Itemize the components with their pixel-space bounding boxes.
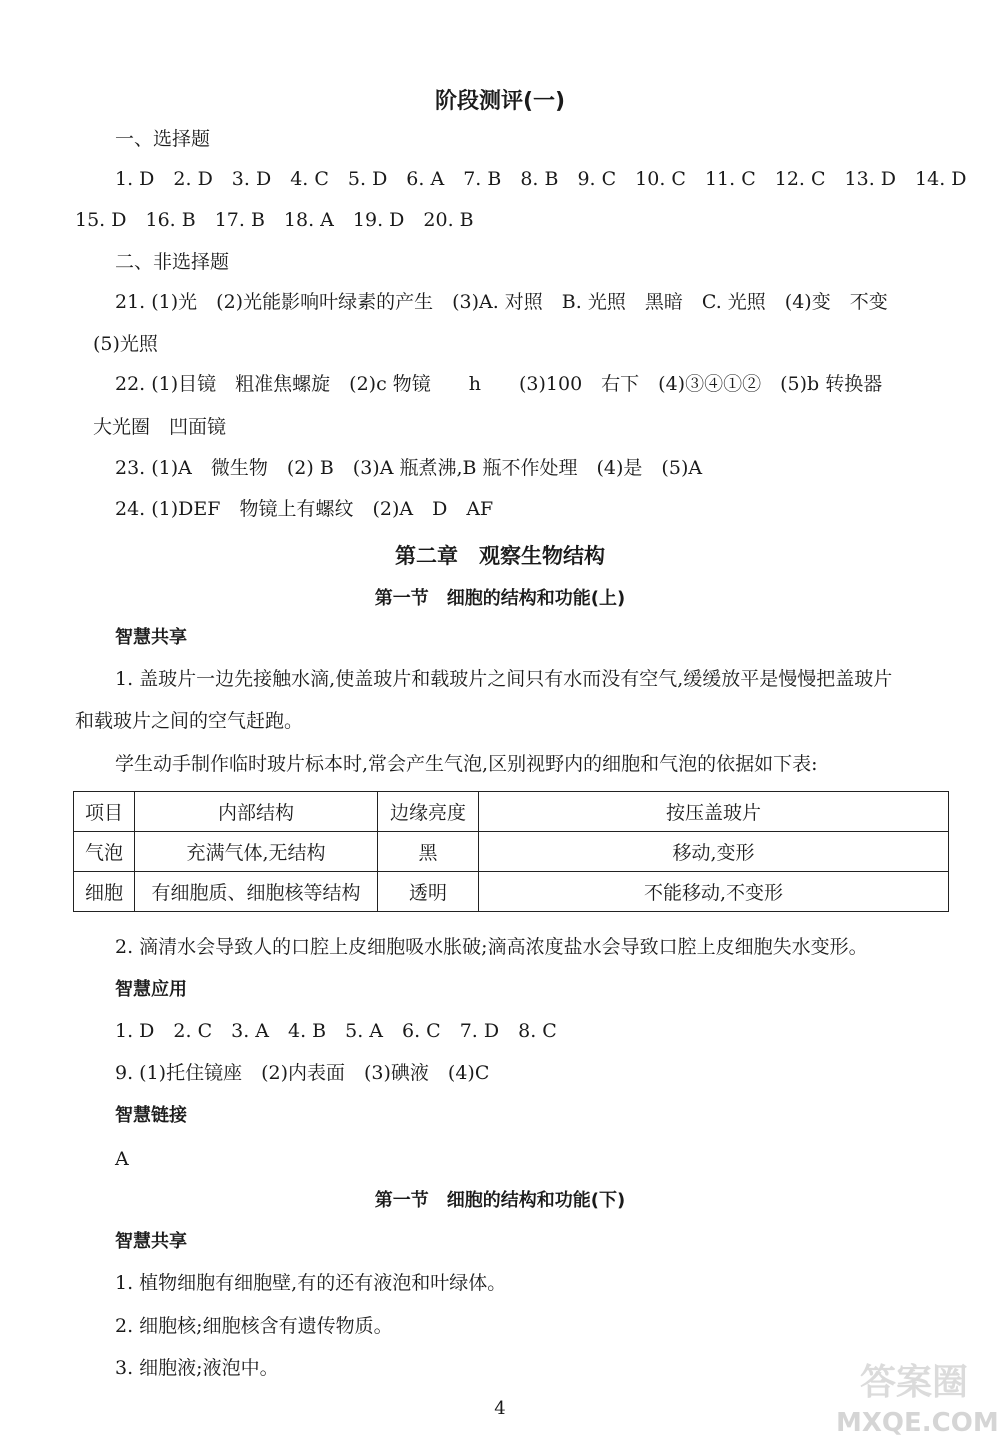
- choice-heading: 一、选择题: [115, 128, 211, 150]
- link-label: 智慧链接: [115, 1105, 187, 1126]
- link-answer: A: [115, 1148, 129, 1170]
- table-header-cell: 内部结构: [135, 792, 378, 832]
- table-header-row: [74, 792, 949, 832]
- part2-answer-2: 2. 细胞核;细胞核含有遗传物质。: [115, 1315, 393, 1337]
- q21-line-2: (5)光照: [93, 333, 158, 355]
- part2-answer-3: 3. 细胞液;液泡中。: [115, 1357, 279, 1379]
- q24-answer: 24. (1)DEF 物镜上有螺纹 (2)A D AF: [115, 498, 494, 520]
- table-cell: 黑: [378, 832, 479, 872]
- bubble-cell-table: [73, 791, 949, 912]
- table-header-cell: 项目: [74, 792, 135, 832]
- watermark-logo: [836, 1354, 999, 1438]
- q21-line-1: 21. (1)光 (2)光能影响叶绿素的产生 (3)A. 对照 B. 光照 黑暗 C. 光照 (4)变 不变: [115, 291, 888, 313]
- sharing-label-2: 智慧共享: [115, 1231, 187, 1252]
- table-header-cell: 按压盖玻片: [479, 792, 949, 832]
- q22-line-2: 大光圈 凹面镜: [93, 416, 227, 438]
- apply-answers-line-1: 1. D 2. C 3. A 4. B 5. A 6. C 7. D 8. C: [115, 1020, 557, 1042]
- subsection-title-1: 第一节 细胞的结构和功能(上): [374, 588, 626, 609]
- table-cell: 有细胞质、细胞核等结构: [135, 872, 378, 912]
- page-number: 4: [494, 1398, 506, 1419]
- watermark-top-text: 答案圈: [859, 1362, 968, 1403]
- table-cell: 透明: [378, 872, 479, 912]
- sharing-label: 智慧共享: [115, 627, 187, 648]
- chapter-title: 第二章 观察生物结构: [395, 544, 605, 568]
- table-cell: 不能移动,不变形: [479, 872, 949, 912]
- table-row: [74, 832, 949, 872]
- apply-answers-line-2: 9. (1)托住镜座 (2)内表面 (3)碘液 (4)C: [115, 1062, 490, 1084]
- table-cell: 充满气体,无结构: [135, 832, 378, 872]
- nonchoice-heading: 二、非选择题: [115, 251, 230, 273]
- sharing-1-line-1: 1. 盖玻片一边先接触水滴,使盖玻片和载玻片之间只有水而没有空气,缓缓放平是慢慢把盖玻片: [115, 668, 893, 690]
- part2-answer-1: 1. 植物细胞有细胞壁,有的还有液泡和叶绿体。: [115, 1272, 507, 1294]
- watermark-bottom-text: MXQE.COM: [836, 1408, 999, 1438]
- sharing-1-line-2: 和载玻片之间的空气赶跑。: [75, 710, 304, 732]
- table-cell: 移动,变形: [479, 832, 949, 872]
- q23-answer: 23. (1)A 微生物 (2) B (3)A 瓶煮沸,B 瓶不作处理 (4)是 (5)A: [115, 457, 703, 479]
- choice-answers-line-1: 1. D 2. D 3. D 4. C 5. D 6. A 7. B 8. B 9. C 10. C 11. C 12. C 13. D 14. D: [115, 168, 967, 190]
- table-intro: 学生动手制作临时玻片标本时,常会产生气泡,区别视野内的细胞和气泡的依据如下表:: [115, 753, 818, 775]
- sharing-2: 2. 滴清水会导致人的口腔上皮细胞吸水胀破;滴高浓度盐水会导致口腔上皮细胞失水变形。: [115, 936, 868, 958]
- subsection-title-2: 第一节 细胞的结构和功能(下): [374, 1190, 626, 1211]
- q22-line-1: 22. (1)目镜 粗准焦螺旋 (2)c 物镜 h (3)100 右下 (4)③④①② (5)b 转换器: [115, 373, 883, 395]
- choice-answers-line-2: 15. D 16. B 17. B 18. A 19. D 20. B: [75, 209, 474, 231]
- table-row: [74, 872, 949, 912]
- table-header-cell: 边缘亮度: [378, 792, 479, 832]
- section-title: 阶段测评(一): [434, 89, 566, 114]
- apply-label: 智慧应用: [115, 979, 187, 1000]
- table-cell: 细胞: [74, 872, 135, 912]
- table-cell: 气泡: [74, 832, 135, 872]
